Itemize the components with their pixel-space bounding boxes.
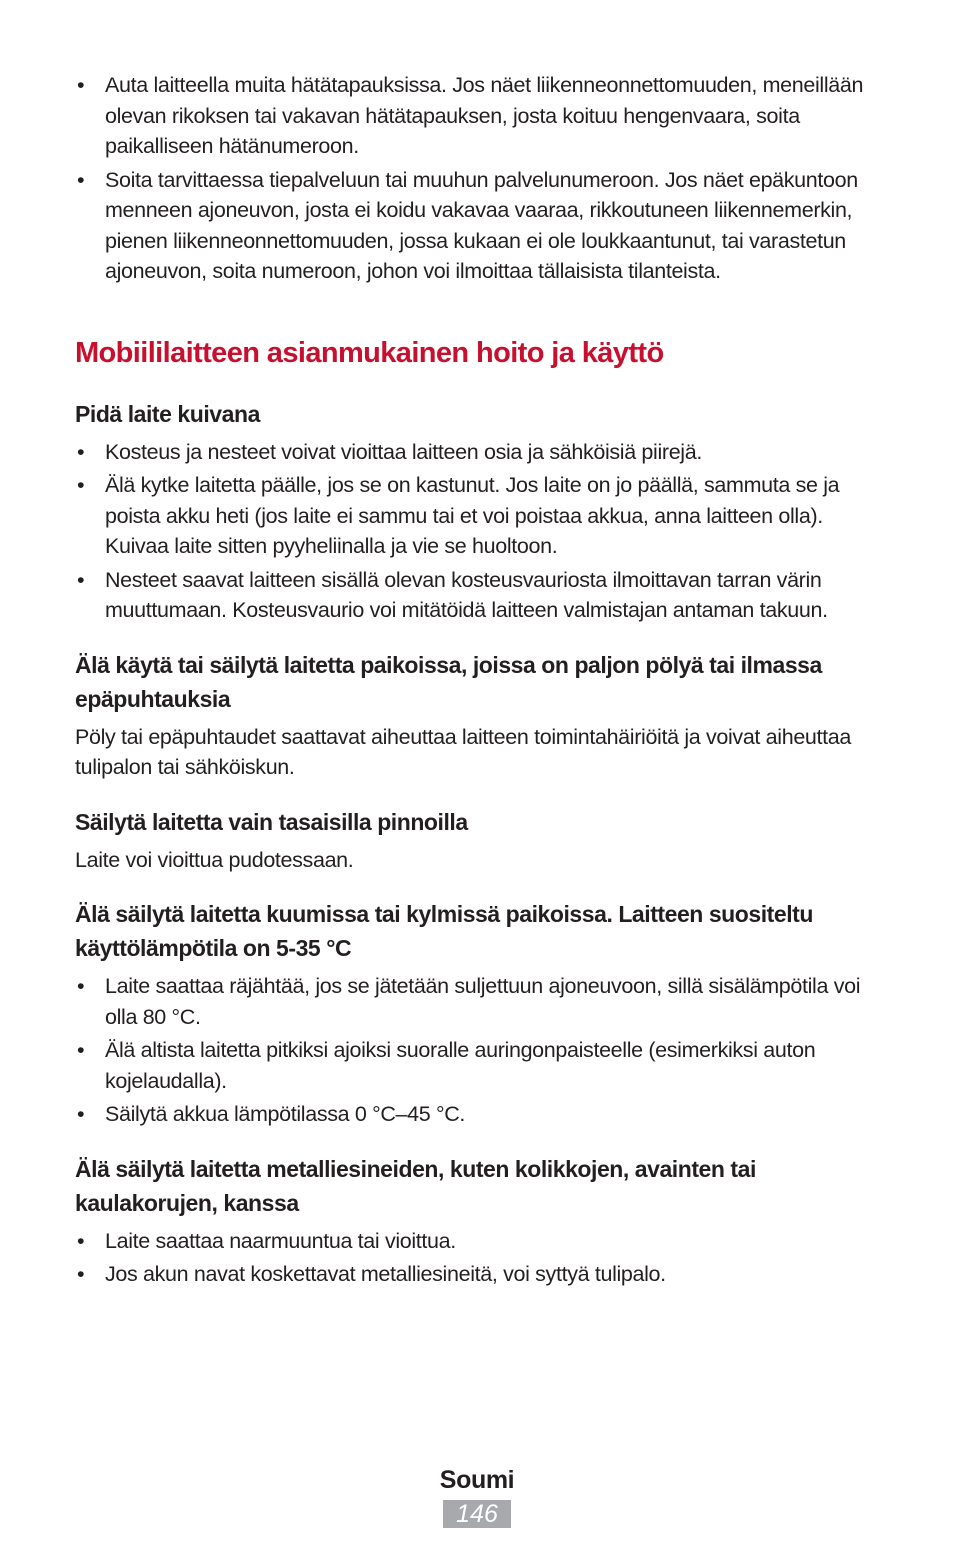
manual-page bbox=[75, 70, 880, 1293]
list-item bbox=[75, 470, 880, 562]
subheading: Älä säilytä laitetta metalliesineiden, kuten kolikkojen, avainten tai kaulakorujen, kanssa bbox=[75, 1155, 756, 1216]
section-dust bbox=[75, 648, 880, 783]
bullet-list bbox=[75, 437, 880, 626]
bullet-list bbox=[75, 1226, 880, 1290]
paragraph: Pöly tai epäpuhtaudet saattavat aiheuttaa laitteen toimintahäiriöitä ja voivat aiheuttaa tulipalon tai sähköiskun. bbox=[75, 724, 851, 779]
section-metal-objects bbox=[75, 1152, 880, 1290]
list-item-text: Älä altista laitetta pitkiksi ajoiksi suoralle auringonpaisteelle (esimerkiksi auton kojelaudalla). bbox=[105, 1038, 816, 1093]
bullet-icon: • bbox=[77, 1262, 85, 1286]
list-item-text: Auta laitteella muita hätätapauksissa. Jos näet liikenneonnettomuuden, meneillään olevan rikoksen tai vakavan hätätapauksen, josta koituu hengenvaara, soita paikalliseen hätänumeroon. bbox=[105, 73, 864, 158]
list-item bbox=[75, 1259, 880, 1290]
subheading: Älä säilytä laitetta kuumissa tai kylmissä paikoissa. Laitteen suositeltu käyttölämpötila on 5-35 °C bbox=[75, 901, 813, 961]
list-item bbox=[75, 971, 880, 1032]
subheading: Älä käytä tai säilytä laitetta paikoissa, joissa on paljon pölyä tai ilmassa epäpuhtauksia bbox=[75, 651, 822, 712]
bullet-icon: • bbox=[77, 439, 85, 464]
list-item bbox=[75, 1226, 880, 1257]
list-item-text: Nesteet saavat laitteen sisällä olevan kosteusvauriosta ilmoittavan tarran värin muuttumaan. Kosteusvaurio voi mitätöidä laitteen valmistajan antaman takuun. bbox=[105, 567, 828, 622]
footer-language: Soumi bbox=[439, 1466, 515, 1494]
bullet-icon: • bbox=[77, 1102, 85, 1126]
list-item bbox=[75, 165, 880, 287]
list-item bbox=[75, 70, 880, 162]
section-flat-surfaces bbox=[75, 805, 880, 876]
list-item bbox=[75, 437, 880, 468]
intro-bullet-list bbox=[75, 70, 880, 287]
page-number: 146 bbox=[443, 1500, 511, 1528]
bullet-icon: • bbox=[77, 473, 85, 497]
list-item bbox=[75, 1035, 880, 1096]
list-item-text: Soita tarvittaessa tiepalveluun tai muuhun palvelunumeroon. Jos näet epäkuntoon menneen ajoneuvon, josta ei koidu vakavaa vaaraa, rikkoutuneen liikennemerkin, pienen liikenneonnettomuuden, jossa kukaan ei ole loukkaantunut, tai varastetun ajoneuvon, soita numeroon, johon voi ilmoittaa tällaisista tilanteista. bbox=[105, 167, 858, 283]
list-item bbox=[75, 565, 880, 626]
list-item-text: Laite saattaa naarmuuntua tai vioittua. bbox=[105, 1228, 456, 1253]
list-item-text: Jos akun navat koskettavat metalliesineitä, voi syttyä tulipalo. bbox=[105, 1262, 666, 1286]
subheading: Pidä laite kuivana bbox=[75, 400, 260, 427]
list-item-text: Älä kytke laitetta päälle, jos se on kastunut. Jos laite on jo päällä, sammuta se ja poista akku heti (jos laite ei sammu tai et voi poistaa akkua, anna laitteen olla). Kuivaa laite sitten pyyheliinalla ja vie se huoltoon. bbox=[105, 473, 840, 558]
bullet-icon: • bbox=[77, 73, 85, 97]
bullet-icon: • bbox=[77, 567, 85, 592]
list-item bbox=[75, 1099, 880, 1130]
subheading: Säilytä laitetta vain tasaisilla pinnoilla bbox=[75, 808, 468, 835]
paragraph: Laite voi vioittua pudotessaan. bbox=[75, 847, 354, 872]
bullet-list bbox=[75, 971, 880, 1130]
bullet-icon: • bbox=[77, 974, 85, 998]
bullet-icon: • bbox=[77, 1228, 85, 1253]
section-temperature bbox=[75, 897, 880, 1130]
bullet-icon: • bbox=[77, 167, 85, 192]
section-keep-dry bbox=[75, 397, 880, 626]
section-title: Mobiililaitteen asianmukainen hoito ja käyttö bbox=[75, 336, 664, 369]
page-footer bbox=[0, 1460, 954, 1528]
bullet-icon: • bbox=[77, 1038, 85, 1062]
list-item-text: Laite saattaa räjähtää, jos se jätetään suljettuun ajoneuvoon, sillä sisälämpötila voi olla 80 °C. bbox=[105, 974, 861, 1029]
list-item-text: Kosteus ja nesteet voivat vioittaa laitteen osia ja sähköisiä piirejä. bbox=[105, 439, 702, 464]
list-item-text: Säilytä akkua lämpötilassa 0 °C–45 °C. bbox=[105, 1102, 466, 1126]
